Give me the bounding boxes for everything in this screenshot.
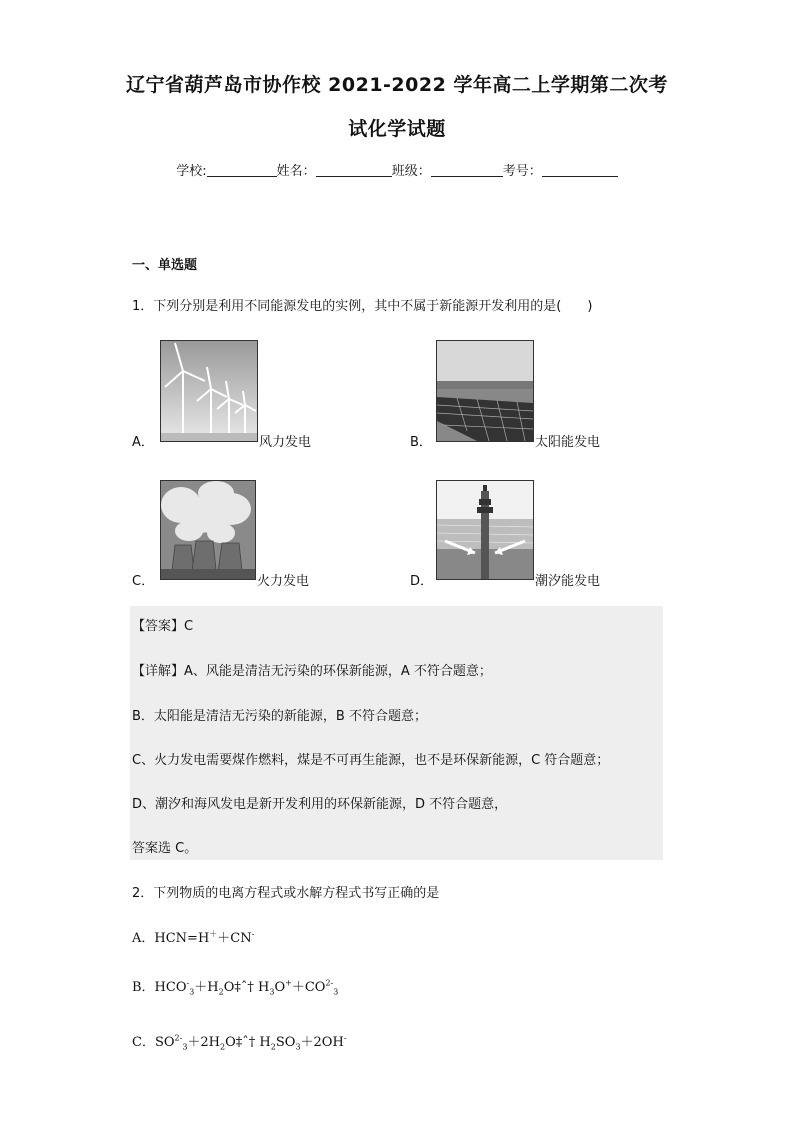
detail-line-3: C、火力发电需要煤作燃料，煤是不可再生能源，也不是环保新能源，C 符合题意； [132,753,610,768]
option-a-caption: 风力发电 [259,435,312,450]
eq-c-sup: - [343,1033,347,1043]
eq-c-sub: 2 [220,1042,226,1052]
eq-c-sub: 2 [270,1042,276,1052]
eq-c-sub: 3 [295,1042,301,1052]
eq-b-text: O [223,980,235,995]
eq-c-text: SO [275,1035,296,1050]
eq-a-sup: ＋ [209,929,218,939]
eq-b-sub: 3 [189,987,195,997]
eq-c-text: C．SO [132,1035,175,1050]
option-d-caption: 潮汐能发电 [535,574,601,589]
id-label: 考号： [502,164,542,179]
option-c-letter: C． [132,574,155,589]
option-c-caption: 火力发电 [257,574,310,589]
detail-line-1: 【详解】A、风能是清洁无污染的环保新能源，A 不符合题意； [132,664,492,679]
eq-b-sub: 3 [269,987,275,997]
document-title-line2: 试化学试题 [348,118,446,140]
eq-a-text: ＋CN [217,931,252,946]
answer-line: 【答案】C [132,619,194,634]
tidal-generator-photo [436,480,534,580]
eq-b-text: ＋H [194,980,219,995]
equilibrium-arrow-icon: ‡ˆ† [235,1035,256,1050]
eq-c-text: ＋2H [187,1035,221,1050]
solar-panels-photo [436,340,534,442]
detail-line-4: D、潮汐和海风发电是新开发利用的环保新能源，D 不符合题意， [132,797,508,812]
section-heading: 一、单选题 [132,258,198,273]
eq-b-text: O [274,980,286,995]
eq-b-text: ＋CO [291,980,326,995]
question-2-option-a [132,927,254,946]
eq-c-text: H [255,1035,271,1050]
eq-b-sub: 3 [333,987,339,997]
detail-line-2: B．太阳能是清洁无污染的新能源，B 不符合题意； [132,709,427,724]
eq-c-text: O [225,1035,236,1050]
option-b-caption: 太阳能发电 [535,435,601,450]
question-2-option-c [132,1031,347,1052]
equilibrium-arrow-icon: ‡ˆ† [234,980,254,995]
eq-b-sub: 2 [218,987,224,997]
cooling-towers-photo [160,480,256,580]
eq-a-sup: - [251,929,255,939]
option-a-letter: A． [132,435,154,450]
eq-b-sup: 2- [325,978,334,988]
option-d-letter: D． [410,574,434,589]
school-label: 学校: [176,164,207,179]
eq-b-text: B．HCO [132,980,187,995]
question-2-stem: 2．下列物质的电离方程式或水解方程式书写正确的是 [132,886,440,901]
name-label: 姓名： [276,164,316,179]
id-field[interactable] [542,162,618,177]
eq-b-text: H [253,980,270,995]
document-title-line1: 辽宁省葫芦岛市协作校 2021-2022 学年高二上学期第二次考 [126,74,668,96]
detail-line-5: 答案选 C。 [132,841,198,856]
eq-b-sup: - [186,978,190,988]
answer-panel [130,606,663,860]
eq-c-sub: 3 [182,1042,188,1052]
question-1-stem: 1．下列分别是利用不同能源发电的实例，其中不属于新能源开发利用的是( ) [132,299,593,314]
question-2-option-b [132,976,338,997]
eq-a-text: A．HCN=H [132,931,210,946]
eq-b-sup: + [285,978,292,988]
class-field[interactable] [431,162,503,177]
wind-turbines-photo [160,340,258,442]
school-field[interactable] [207,162,277,177]
class-label: 班级： [391,164,431,179]
eq-c-text: ＋2OH [300,1035,344,1050]
student-info-line [0,160,794,179]
eq-c-sup: 2- [174,1033,183,1043]
option-b-letter: B． [410,435,432,450]
name-field[interactable] [316,162,392,177]
